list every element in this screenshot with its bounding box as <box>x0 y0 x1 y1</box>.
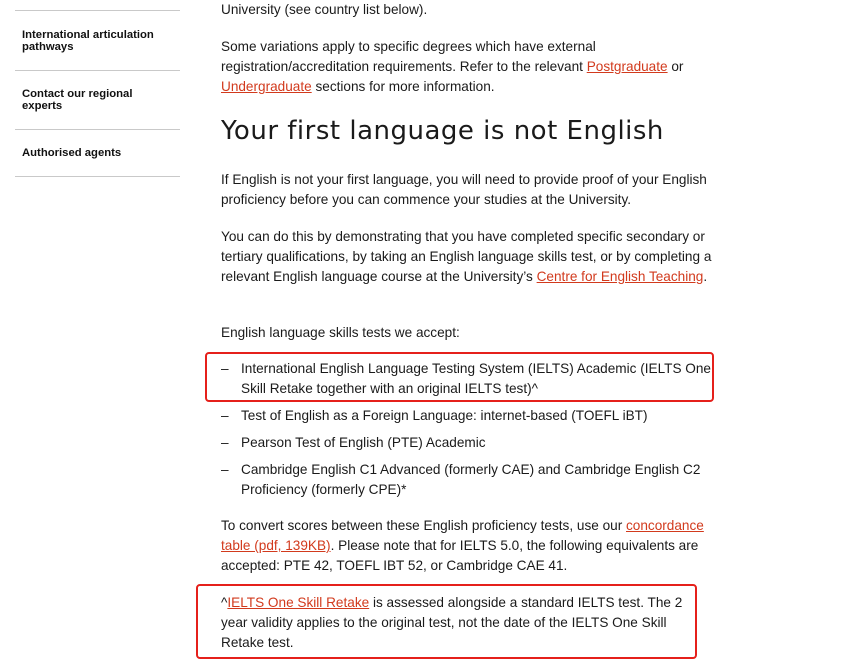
text: To convert scores between these English proficiency tests, use our <box>221 518 626 533</box>
centre-for-english-teaching-link[interactable]: Centre for English Teaching <box>536 269 704 284</box>
ielts-one-skill-retake-link[interactable]: IELTS One Skill Retake <box>227 595 370 610</box>
dash-bullet: – <box>221 408 229 423</box>
sidebar-item-label: Authorised agents <box>22 146 122 159</box>
sidebar-item-authorised-agents[interactable] <box>15 130 180 177</box>
sidebar-item-international-articulation-pathways[interactable] <box>15 12 180 71</box>
text: sections for more information. <box>311 79 495 94</box>
dash-bullet: – <box>221 435 229 450</box>
section-heading: Your first language is not English <box>221 116 664 146</box>
paragraph-variations <box>221 37 711 97</box>
text: . Please note that for IELTS 5.0, the following equivalents are accepted: PTE 42, TOEFL IBT 52, or Cambridge CAE 41. <box>221 538 699 573</box>
text: is assessed alongside a standard IELTS test. The 2 year validity applies to the original test, not the date of the IELTS One Skill Retake test. <box>221 595 683 650</box>
dash-bullet: – <box>221 361 229 376</box>
list-item-text: Test of English as a Foreign Language: internet-based (TOEFL iBT) <box>241 408 648 423</box>
sidebar-item-label: Contact our regional experts <box>22 87 133 112</box>
text: or <box>667 59 684 74</box>
paragraph-concordance <box>221 516 713 576</box>
paragraph-qualifications <box>221 227 716 287</box>
paragraph-proof-proficiency: If English is not your first language, you will need to provide proof of your English proficiency before you can commence your studies at the University. <box>221 172 707 207</box>
postgraduate-link[interactable]: Postgraduate <box>586 59 668 74</box>
undergraduate-link[interactable]: Undergraduate <box>221 79 312 94</box>
highlight-box <box>196 584 697 659</box>
paragraph-country-list: University (see country list below). <box>221 2 428 17</box>
highlight-box <box>205 352 714 402</box>
paragraph-tests-accepted: English language skills tests we accept: <box>221 325 460 340</box>
list-item-text: International English Language Testing System (IELTS) Academic (IELTS One Skill Retake together with an original IELTS test)^ <box>241 361 711 396</box>
text: You can do this by demonstrating that you have completed specific secondary or tertiary qualifications, by taking an English language skills test, or by completing a relevant English language course at the University’s <box>221 229 712 284</box>
sidebar-item-contact-regional-experts[interactable] <box>15 71 180 130</box>
list-item-text: Pearson Test of English (PTE) Academic <box>241 435 486 450</box>
text: Some variations apply to specific degrees which have external registration/accreditation requirements. Refer to the relevant <box>221 39 596 74</box>
sidebar-item-label: International articulation pathways <box>22 28 154 53</box>
caret-marker: ^ <box>221 595 228 610</box>
list-item-text: Cambridge English C1 Advanced (formerly CAE) and Cambridge English C2 Proficiency (formerly CPE)* <box>241 462 701 497</box>
dash-bullet: – <box>221 462 229 477</box>
sidebar-nav <box>15 10 180 177</box>
text: . <box>703 269 708 284</box>
concordance-table-link[interactable]: concordance table (pdf, 139KB) <box>221 518 704 553</box>
